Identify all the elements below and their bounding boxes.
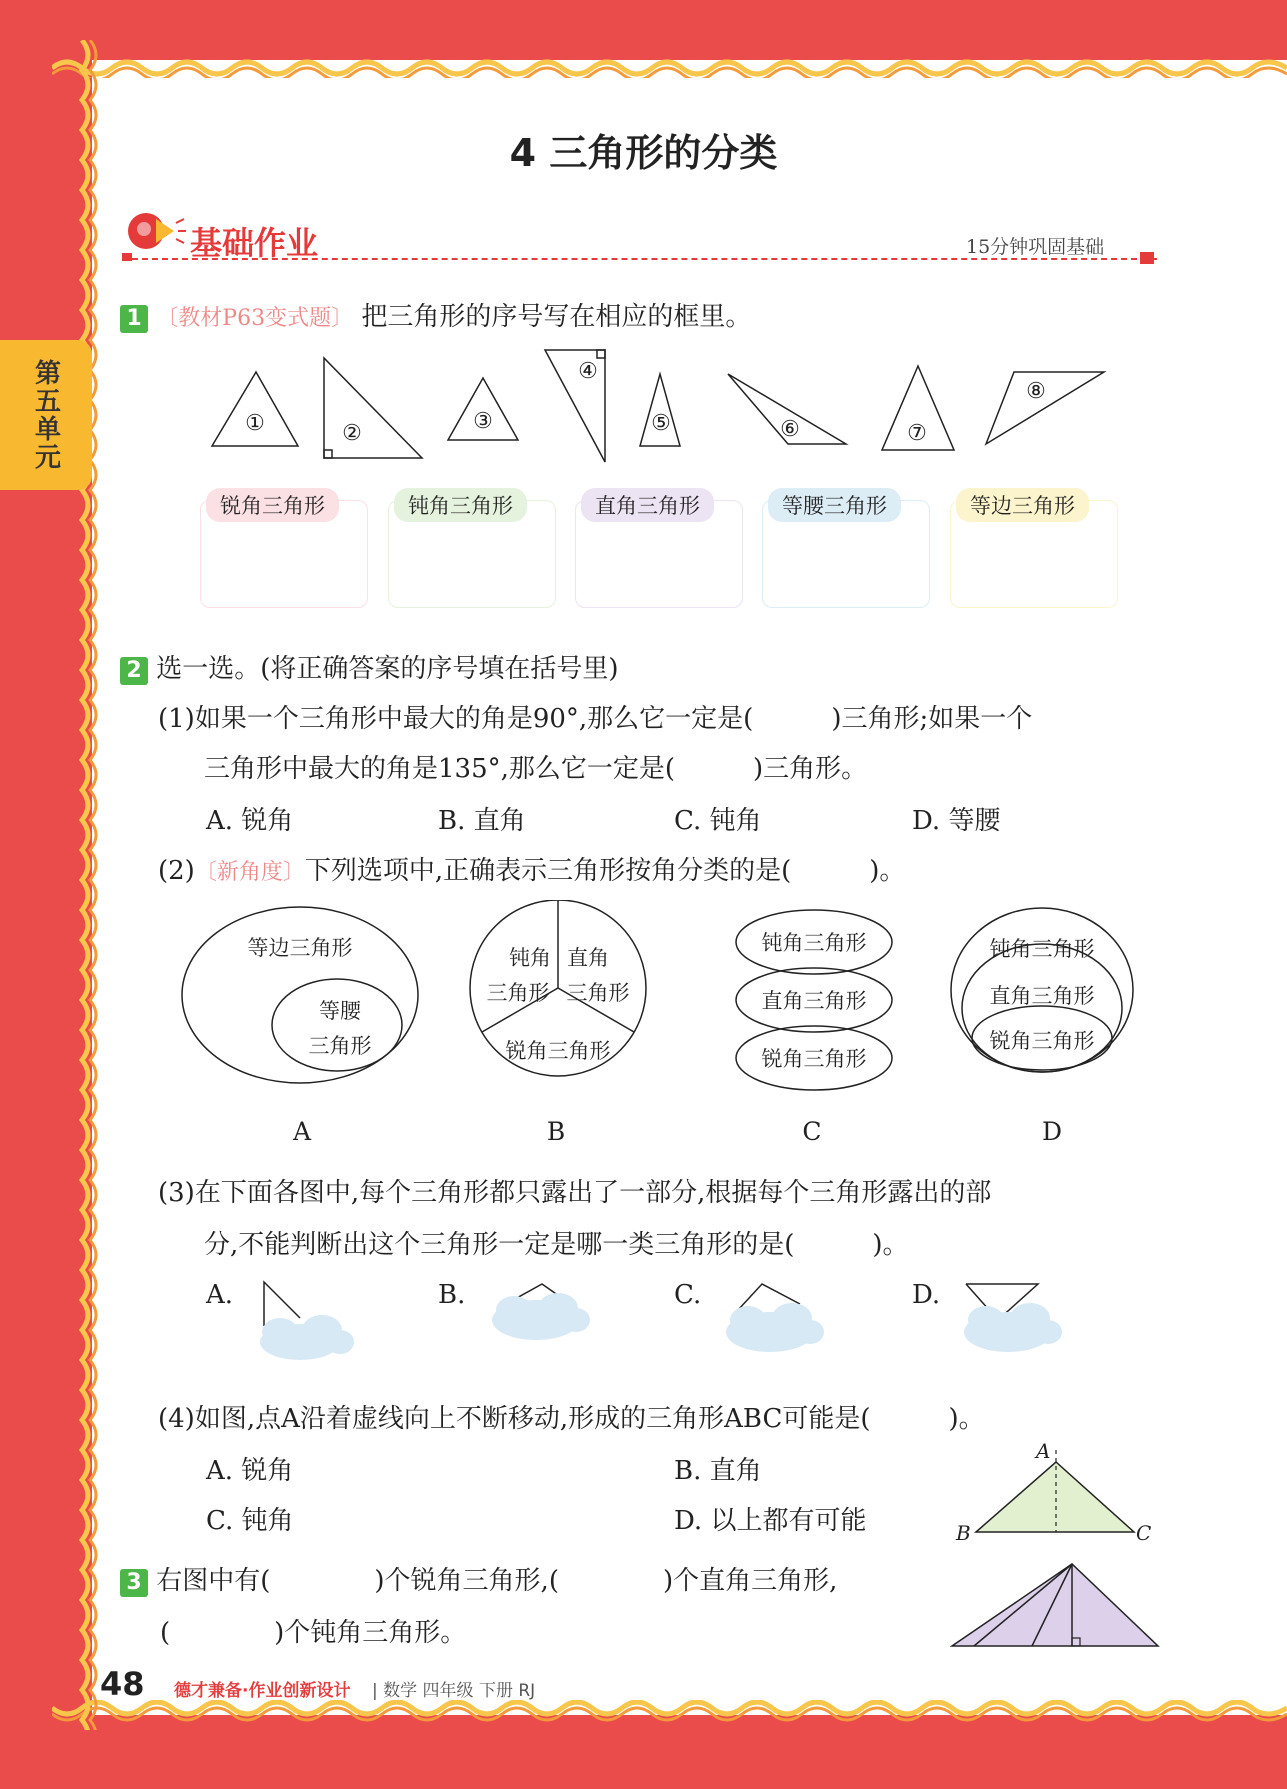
cloud-c (726, 1303, 824, 1352)
cloud-a (260, 1315, 354, 1360)
q3-text-line1: 右图中有( )个锐角三角形,( )个直角三角形, (156, 1566, 838, 1596)
triangle-label-1: ① (245, 411, 265, 436)
diagram-b-t2: 三角形 (486, 981, 550, 1005)
q3-number: 3 (120, 1569, 148, 1597)
q2-line (120, 648, 619, 685)
q2-p3-line2: 分,不能判断出这个三角形一定是哪一类三角形的是( )。 (204, 1230, 909, 1260)
category-label: 等腰三角形 (768, 488, 901, 522)
q2-number: 2 (120, 657, 148, 685)
diagram-a-inner-label1: 等腰 (319, 999, 361, 1023)
section-note: 15分钟巩固基础 (966, 236, 1105, 258)
footer-series: 德才兼备·作业创新设计 (174, 1681, 351, 1701)
diagram-a-inner-label2: 三角形 (308, 1034, 372, 1058)
diagram-b-t1: 钝角 (509, 946, 551, 970)
triangle-label-2: ② (342, 421, 362, 446)
q2-p2-prefix: (2) (158, 856, 195, 886)
diagram-d-label-1: 钝角三角形 (989, 937, 1095, 961)
q2-p3-option-c[interactable]: C. (674, 1280, 702, 1310)
page-title: 4 三角形的分类 (509, 131, 778, 175)
q2-text: 选一选。(将正确答案的序号填在括号里) (156, 654, 619, 684)
q2-p4-option-b[interactable]: B. 直角 (674, 1456, 762, 1486)
unit-side-tab (0, 340, 92, 490)
triangle-2 (324, 358, 422, 458)
triangle-label-6: ⑥ (780, 417, 800, 442)
bell-icon (118, 205, 188, 261)
diagram-d-label-2: 直角三角形 (989, 984, 1095, 1008)
category-label: 锐角三角形 (206, 488, 339, 522)
q1-number: 1 (120, 305, 148, 333)
q2-p3-cloud-figures (240, 1276, 1070, 1376)
q2-p1-option-b[interactable]: B. 直角 (438, 806, 526, 836)
q2-p4-text: (4)如图,点A沿着虚线向上不断移动,形成的三角形ABC可能是( )。 (158, 1404, 985, 1434)
unit-side-tab-label: 第五单元 (30, 359, 61, 471)
diagram-b-t3: 直角 (567, 946, 609, 970)
q2-p2-diagrams (180, 900, 1140, 1150)
cloud-b (492, 1293, 590, 1340)
wavy-border-bottom (52, 1700, 1287, 1740)
diagram-b-t4: 三角形 (566, 981, 630, 1005)
q2-p1-option-d[interactable]: D. 等腰 (912, 806, 1001, 836)
q2-p3-line1: (3)在下面各图中,每个三角形都只露出了一部分,根据每个三角形露出的部 (158, 1178, 992, 1208)
q2-p1-option-a[interactable]: A. 锐角 (206, 806, 294, 836)
category-label: 直角三角形 (581, 488, 714, 522)
diagram-a-outer-label: 等边三角形 (247, 936, 353, 960)
q1-text: 把三角形的序号写在相应的框里。 (361, 302, 752, 332)
diagram-letter-c: C (802, 1117, 822, 1146)
q2-p2-tag: 〔新角度〕 (194, 860, 305, 885)
q3-text-line2: ( )个钝角三角形。 (160, 1618, 467, 1648)
diagram-c-label-2: 直角三角形 (761, 989, 867, 1013)
diagram-b-t5: 锐角三角形 (505, 1039, 611, 1063)
category-label: 等边三角形 (956, 488, 1089, 522)
footer-info: | 数学 四年级 下册 RJ (372, 1681, 536, 1701)
diagram-c-label-3: 锐角三角形 (761, 1047, 867, 1071)
diagram-c-label-1: 钝角三角形 (761, 931, 867, 955)
triangle-label-3: ③ (473, 409, 493, 434)
diagram-d-label-3: 锐角三角形 (989, 1029, 1095, 1053)
diagram-a-outer (182, 907, 418, 1083)
wavy-border-left (52, 40, 100, 1730)
diagram-letter-b: B (546, 1117, 566, 1146)
q3-triangle-figure (950, 1560, 1160, 1650)
triangle-label-7: ⑦ (907, 421, 927, 446)
page-number: 48 (100, 1665, 145, 1703)
point-b-label: B (956, 1521, 971, 1545)
q3-line1 (120, 1560, 837, 1597)
q2-p1-option-c[interactable]: C. 钝角 (674, 806, 762, 836)
q2-p4-option-d[interactable]: D. 以上都有可能 (674, 1506, 867, 1536)
triangle-label-8: ⑧ (1026, 379, 1046, 404)
q2-p4-option-c[interactable]: C. 钝角 (206, 1506, 294, 1536)
q1-tag: 〔教材P63变式题〕 (156, 306, 354, 331)
q2-p3-option-d[interactable]: D. (912, 1280, 941, 1310)
triangle-label-5: ⑤ (651, 411, 671, 436)
q2-p3-option-b[interactable]: B. (438, 1280, 466, 1310)
q2-p4-triangle-abc (950, 1440, 1160, 1546)
q2-p1-line2: 三角形中最大的角是135°,那么它一定是( )三角形。 (204, 754, 868, 784)
point-c-label: C (1136, 1521, 1152, 1545)
section-heading: 基础作业 (190, 224, 319, 262)
triangle-label-4: ④ (578, 359, 598, 384)
category-label: 钝角三角形 (394, 488, 527, 522)
q1-line (120, 296, 751, 333)
q1-triangles-figure (200, 348, 1120, 468)
divider-end-marker (1140, 252, 1154, 264)
point-a-label: A (1036, 1440, 1051, 1463)
diagram-letter-d: D (1041, 1117, 1063, 1146)
q2-p2-line (158, 850, 905, 887)
section-divider (122, 258, 1157, 260)
cloud-d (964, 1303, 1062, 1352)
q2-p3-option-a[interactable]: A. (206, 1280, 234, 1310)
q2-p2-text: 下列选项中,正确表示三角形按角分类的是( )。 (304, 856, 906, 886)
diagram-letter-a: A (292, 1117, 312, 1146)
wavy-border-top (52, 38, 1287, 78)
q2-p4-option-a[interactable]: A. 锐角 (206, 1456, 294, 1486)
q2-p1-line1: (1)如果一个三角形中最大的角是90°,那么它一定是( )三角形;如果一个 (158, 704, 1033, 734)
